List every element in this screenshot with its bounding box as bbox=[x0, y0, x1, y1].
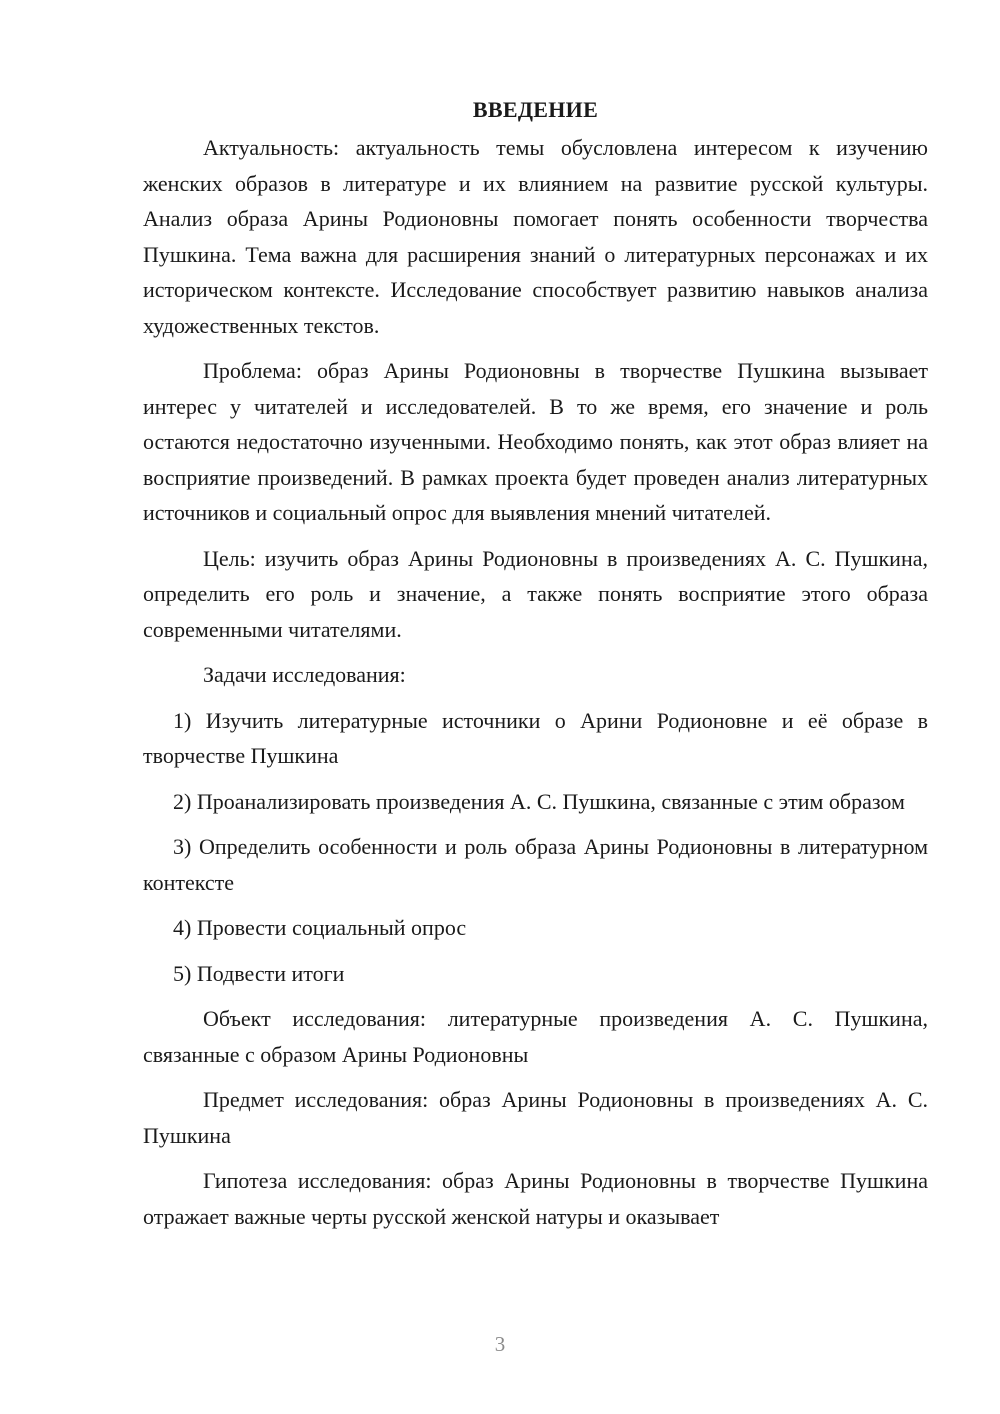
task-item-5: 5) Подвести итоги bbox=[173, 960, 345, 986]
task-item-4: 4) Провести социальный опрос bbox=[173, 915, 467, 940]
task-item-3: 3) Определить особенности и роль образа Арины Родионовны в литературном контексте bbox=[143, 834, 928, 895]
tasks-heading: Задачи исследования: bbox=[203, 662, 406, 687]
page-title: ВВЕДЕНИЕ bbox=[472, 97, 599, 122]
paragraph-hypothesis: Гипотеза исследования: образ Арины Родионовны в творчестве Пушкина отражает важные черты русской женской натуры и оказывает bbox=[143, 1168, 928, 1229]
page-number: 3 bbox=[494, 1332, 506, 1356]
paragraph-goal: Цель: изучить образ Арины Родионовны в произведениях А. С. Пушкина, определить его роль и значение, а также понять восприятие этого образа современными читателями. bbox=[143, 545, 928, 642]
task-item-1: 1) Изучить литературные источники о Арини Родионовне и её образе в творчестве Пушкина bbox=[143, 707, 928, 768]
paragraph-subject: Предмет исследования: образ Арины Родионовны в произведениях А. С. Пушкина bbox=[143, 1087, 928, 1148]
paragraph-problem: Проблема: образ Арины Родионовны в творчестве Пушкина вызывает интерес у читателей и исследователей. В то же время, его значение и роль остаются недостаточно изученными. Необходимо понять, как этот образ влияет на восприятие произведений. В рамках проекта будет проведен анализ литературных источников и социальный опрос для выявления мнений читателей. bbox=[143, 358, 928, 525]
task-item-2: 2) Проанализировать произведения А. С. Пушкина, связанные с этим образом bbox=[173, 788, 905, 814]
document-page bbox=[143, 92, 928, 1244]
paragraph-relevance: Актуальность: актуальность темы обусловлена интересом к изучению женских образов в литературе и их влиянием на развитие русской культуры. Анализ образа Арины Родионовны помогает понять особенности творчества Пушкина. Тема важна для расширения знаний о литературных персонажах и их историческом контексте. Исследование способствует развитию навыков анализа художественных текстов. bbox=[143, 135, 928, 338]
paragraph-object: Объект исследования: литературные произведения А. С. Пушкина, связанные с образом Арины Родионовны bbox=[143, 1006, 928, 1067]
